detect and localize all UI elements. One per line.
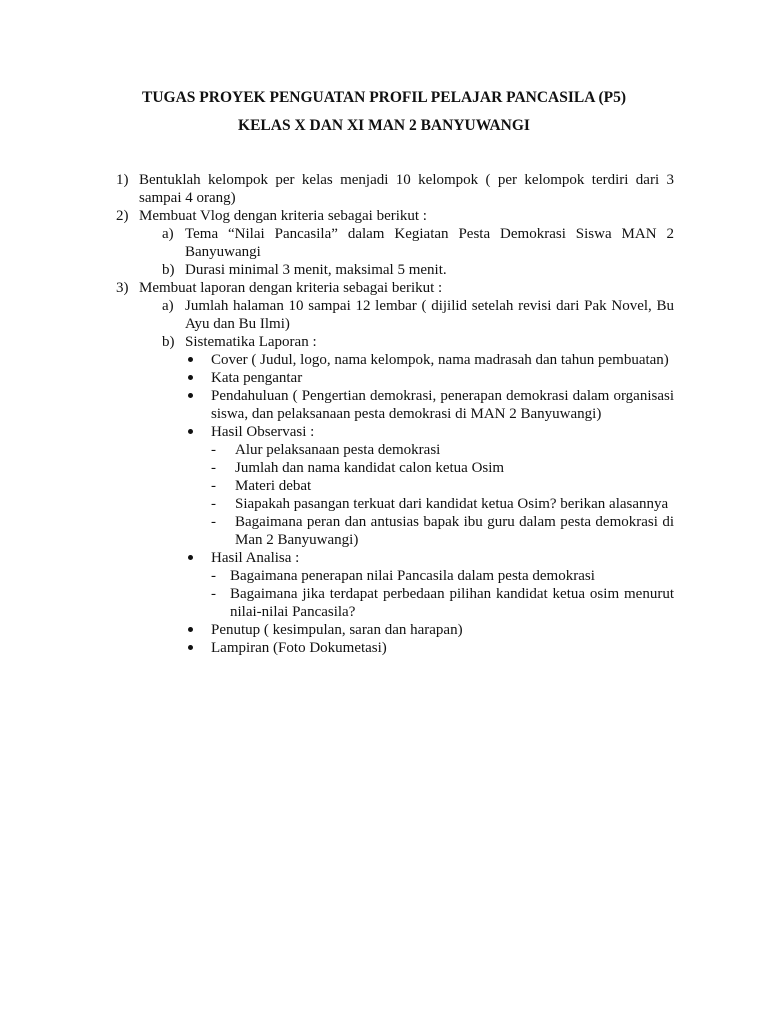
- dash-marker: -: [211, 514, 216, 530]
- item-number: 1): [116, 172, 129, 188]
- bullet-item-cover: [185, 351, 674, 369]
- dash-item: [211, 459, 674, 477]
- item-text: Membuat laporan dengan kriteria sebagai berikut :: [139, 280, 443, 296]
- item-letter: a): [162, 226, 174, 242]
- bullet-icon: [185, 549, 211, 567]
- item-text: Hasil Observasi :: [211, 424, 315, 440]
- bullet-icon: [185, 639, 211, 657]
- item-letter: b): [162, 334, 175, 350]
- document-title: TUGAS PROYEK PENGUATAN PROFIL PELAJAR PANCASILA (P5): [142, 89, 626, 106]
- item-letter: a): [162, 298, 174, 314]
- bullet-icon: [185, 621, 211, 639]
- task-list: [116, 171, 674, 657]
- item-text: Bagaimana penerapan nilai Pancasila dalam pesta demokrasi: [230, 568, 595, 584]
- bullet-item-pendahuluan: [185, 387, 674, 423]
- bullet-item-hasil-observasi: [185, 423, 674, 441]
- item-text: Jumlah dan nama kandidat calon ketua Osim: [235, 460, 505, 476]
- item-text: Materi debat: [235, 478, 312, 494]
- dash-marker: -: [211, 496, 216, 512]
- item-text: Penutup ( kesimpulan, saran dan harapan): [211, 622, 463, 638]
- dash-item: [211, 567, 674, 585]
- item-text: Hasil Analisa :: [211, 550, 300, 566]
- item-text: Bagaimana jika terdapat perbedaan pilihan kandidat ketua osim menurut nilai-nilai Pancasila?: [230, 586, 674, 620]
- item-text: Bagaimana peran dan antusias bapak ibu guru dalam pesta demokrasi di Man 2 Banyuwangi): [235, 514, 674, 548]
- bullet-icon: [185, 369, 211, 387]
- item-text: Jumlah halaman 10 sampai 12 lembar ( dijilid setelah revisi dari Pak Novel, Bu Ayu dan Bu Ilmi): [185, 298, 674, 332]
- list-item-1: [116, 171, 674, 207]
- dash-item: [211, 513, 674, 549]
- dash-item: [211, 477, 674, 495]
- bullet-icon: [185, 423, 211, 441]
- item-text: Durasi minimal 3 menit, maksimal 5 menit.: [185, 262, 447, 278]
- bullet-item-penutup: [185, 621, 674, 639]
- item-text: Tema “Nilai Pancasila” dalam Kegiatan Pesta Demokrasi Siswa MAN 2 Banyuwangi: [185, 226, 674, 260]
- bullet-item-lampiran: [185, 639, 674, 657]
- document-subtitle: KELAS X DAN XI MAN 2 BANYUWANGI: [238, 117, 530, 134]
- bullet-item-kata-pengantar: [185, 369, 674, 387]
- item-number: 2): [116, 208, 129, 224]
- dash-item: [211, 585, 674, 621]
- dash-marker: -: [211, 586, 216, 602]
- item-text: Membuat Vlog dengan kriteria sebagai berikut :: [139, 208, 427, 224]
- bullet-item-hasil-analisa: [185, 549, 674, 567]
- item-text: Lampiran (Foto Dokumetasi): [211, 640, 387, 656]
- dash-marker: -: [211, 442, 216, 458]
- dash-marker: -: [211, 478, 216, 494]
- item-text: Sistematika Laporan :: [185, 334, 317, 350]
- dash-marker: -: [211, 460, 216, 476]
- item-text: Cover ( Judul, logo, nama kelompok, nama madrasah dan tahun pembuatan): [211, 352, 669, 368]
- item-letter: b): [162, 262, 175, 278]
- item-text: Siapakah pasangan terkuat dari kandidat ketua Osim? berikan alasannya: [235, 496, 669, 512]
- list-item-2: [116, 207, 674, 225]
- item-number: 3): [116, 280, 129, 296]
- list-item-2a: [162, 225, 674, 261]
- item-text: Pendahuluan ( Pengertian demokrasi, penerapan demokrasi dalam organisasi siswa, dan pelaksanaan pesta demokrasi di MAN 2 Banyuwangi): [211, 388, 674, 422]
- dash-item: [211, 441, 674, 459]
- list-item-2b: [162, 261, 674, 279]
- item-text: Kata pengantar: [211, 370, 303, 386]
- item-text: Alur pelaksanaan pesta demokrasi: [235, 442, 441, 458]
- list-item-3b: [162, 333, 674, 351]
- list-item-3: [116, 279, 674, 297]
- dash-item: [211, 495, 674, 513]
- bullet-icon: [185, 351, 211, 369]
- item-text: Bentuklah kelompok per kelas menjadi 10 kelompok ( per kelompok terdiri dari 3 sampai 4 orang): [139, 172, 674, 206]
- list-item-3a: [162, 297, 674, 333]
- dash-marker: -: [211, 568, 216, 584]
- bullet-icon: [185, 387, 211, 405]
